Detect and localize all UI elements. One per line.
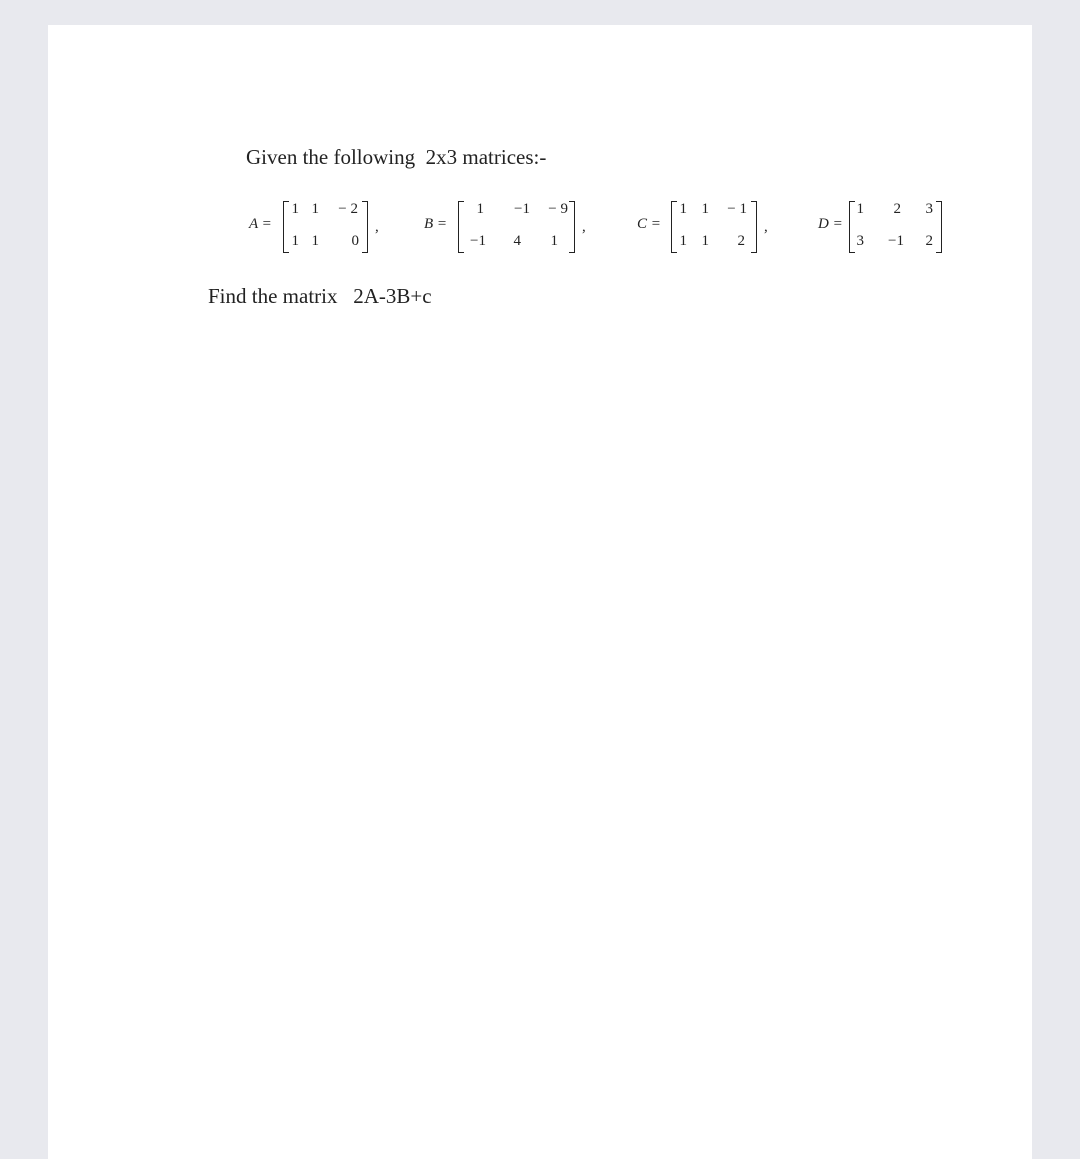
matrix-c-cell: 1 — [679, 201, 687, 217]
matrix-c-cell: 2 — [737, 233, 745, 249]
document-page — [48, 25, 1032, 1159]
matrix-b-cell: −1 — [514, 201, 530, 217]
matrix-b-cell: 1 — [476, 201, 484, 217]
matrix-b-cell: − 9 — [548, 201, 568, 217]
matrix-d-cell: 2 — [893, 201, 901, 217]
matrix-b-separator: , — [582, 219, 586, 235]
matrix-d-cell: 1 — [856, 201, 864, 217]
matrix-d-cell: −1 — [888, 233, 904, 249]
matrix-a — [249, 199, 399, 259]
matrix-a-separator: , — [375, 219, 379, 235]
matrix-c-cell: 1 — [679, 233, 687, 249]
matrix-c-cell: 1 — [701, 201, 709, 217]
matrix-a-cell: 1 — [291, 233, 299, 249]
matrix-b — [424, 199, 604, 259]
matrix-d-name: D = — [818, 216, 843, 232]
matrix-c-separator: , — [764, 219, 768, 235]
matrix-d-cell: 3 — [856, 233, 864, 249]
matrix-a-cell: 1 — [291, 201, 299, 217]
matrix-a-cell: − 2 — [338, 201, 358, 217]
matrix-d-right-bracket — [936, 201, 942, 253]
matrix-c-name: C = — [637, 216, 661, 232]
matrix-a-cell: 0 — [351, 233, 359, 249]
matrix-b-cell: −1 — [470, 233, 486, 249]
matrix-b-name: B = — [424, 216, 448, 232]
matrix-b-cell: 4 — [513, 233, 521, 249]
matrix-c — [637, 199, 787, 259]
matrix-b-cell: 1 — [550, 233, 558, 249]
matrix-a-right-bracket — [362, 201, 368, 253]
matrix-a-name: A = — [249, 216, 272, 232]
matrix-b-right-bracket — [569, 201, 575, 253]
matrix-c-cell: 1 — [701, 233, 709, 249]
intro-text: Given the following 2x3 matrices:- — [246, 145, 547, 169]
matrix-c-cell: − 1 — [727, 201, 747, 217]
matrix-c-right-bracket — [751, 201, 757, 253]
question-text: Find the matrix 2A-3B+c — [208, 284, 432, 308]
matrix-d-cell: 3 — [925, 201, 933, 217]
matrix-d — [818, 199, 948, 259]
matrix-a-cell: 1 — [311, 201, 319, 217]
matrix-a-cell: 1 — [311, 233, 319, 249]
matrix-d-cell: 2 — [925, 233, 933, 249]
